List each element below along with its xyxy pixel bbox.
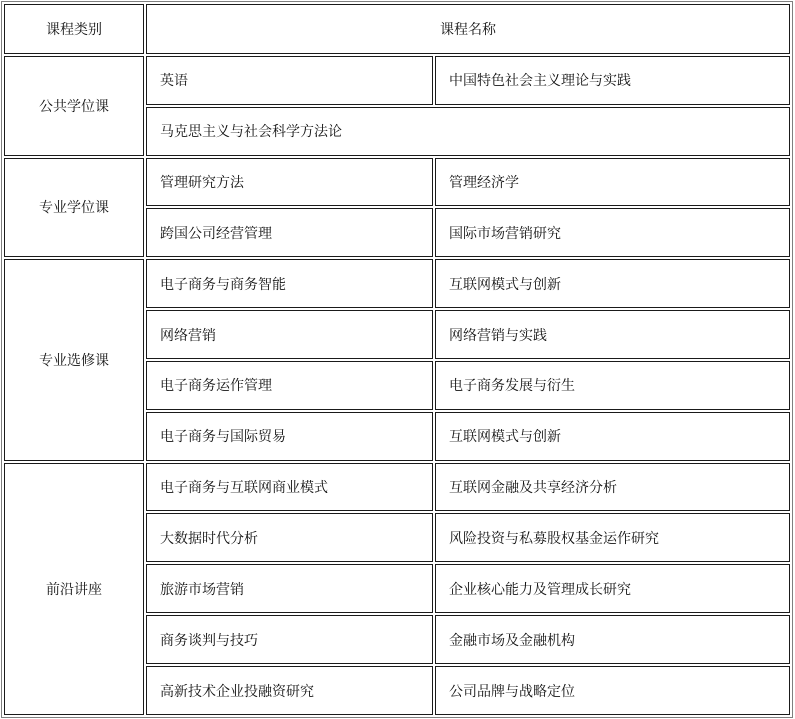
course-cell: 公司品牌与战略定位 bbox=[435, 666, 790, 715]
course-cell: 风险投资与私募股权基金运作研究 bbox=[435, 513, 790, 562]
course-cell: 电子商务与商务智能 bbox=[146, 259, 433, 308]
table-row bbox=[4, 56, 790, 105]
course-cell: 网络营销 bbox=[146, 310, 433, 359]
category-cell: 专业选修课 bbox=[4, 259, 144, 460]
course-cell: 大数据时代分析 bbox=[146, 513, 433, 562]
course-cell: 英语 bbox=[146, 56, 433, 105]
table-row bbox=[4, 463, 790, 512]
course-cell: 马克思主义与社会科学方法论 bbox=[146, 107, 790, 156]
category-cell: 前沿讲座 bbox=[4, 463, 144, 715]
course-cell: 互联网金融及共享经济分析 bbox=[435, 463, 790, 512]
course-cell: 电子商务与互联网商业模式 bbox=[146, 463, 433, 512]
course-cell: 高新技术企业投融资研究 bbox=[146, 666, 433, 715]
course-cell: 电子商务与国际贸易 bbox=[146, 412, 433, 461]
course-name-header: 课程名称 bbox=[146, 4, 790, 54]
table-row bbox=[4, 259, 790, 308]
course-cell: 管理研究方法 bbox=[146, 158, 433, 207]
table-row bbox=[4, 158, 790, 207]
category-header: 课程类别 bbox=[4, 4, 144, 54]
course-cell: 金融市场及金融机构 bbox=[435, 615, 790, 664]
course-cell: 网络营销与实践 bbox=[435, 310, 790, 359]
course-cell: 企业核心能力及管理成长研究 bbox=[435, 564, 790, 613]
course-table-body bbox=[4, 4, 790, 715]
header-row bbox=[4, 4, 790, 54]
course-cell: 互联网模式与创新 bbox=[435, 412, 790, 461]
course-cell: 跨国公司经营管理 bbox=[146, 208, 433, 257]
course-cell: 电子商务运作管理 bbox=[146, 361, 433, 410]
course-table bbox=[1, 1, 793, 718]
course-cell: 商务谈判与技巧 bbox=[146, 615, 433, 664]
course-cell: 管理经济学 bbox=[435, 158, 790, 207]
category-cell: 专业学位课 bbox=[4, 158, 144, 258]
course-cell: 电子商务发展与衍生 bbox=[435, 361, 790, 410]
course-cell: 中国特色社会主义理论与实践 bbox=[435, 56, 790, 105]
course-cell: 旅游市场营销 bbox=[146, 564, 433, 613]
course-cell: 互联网模式与创新 bbox=[435, 259, 790, 308]
course-cell: 国际市场营销研究 bbox=[435, 208, 790, 257]
category-cell: 公共学位课 bbox=[4, 56, 144, 156]
